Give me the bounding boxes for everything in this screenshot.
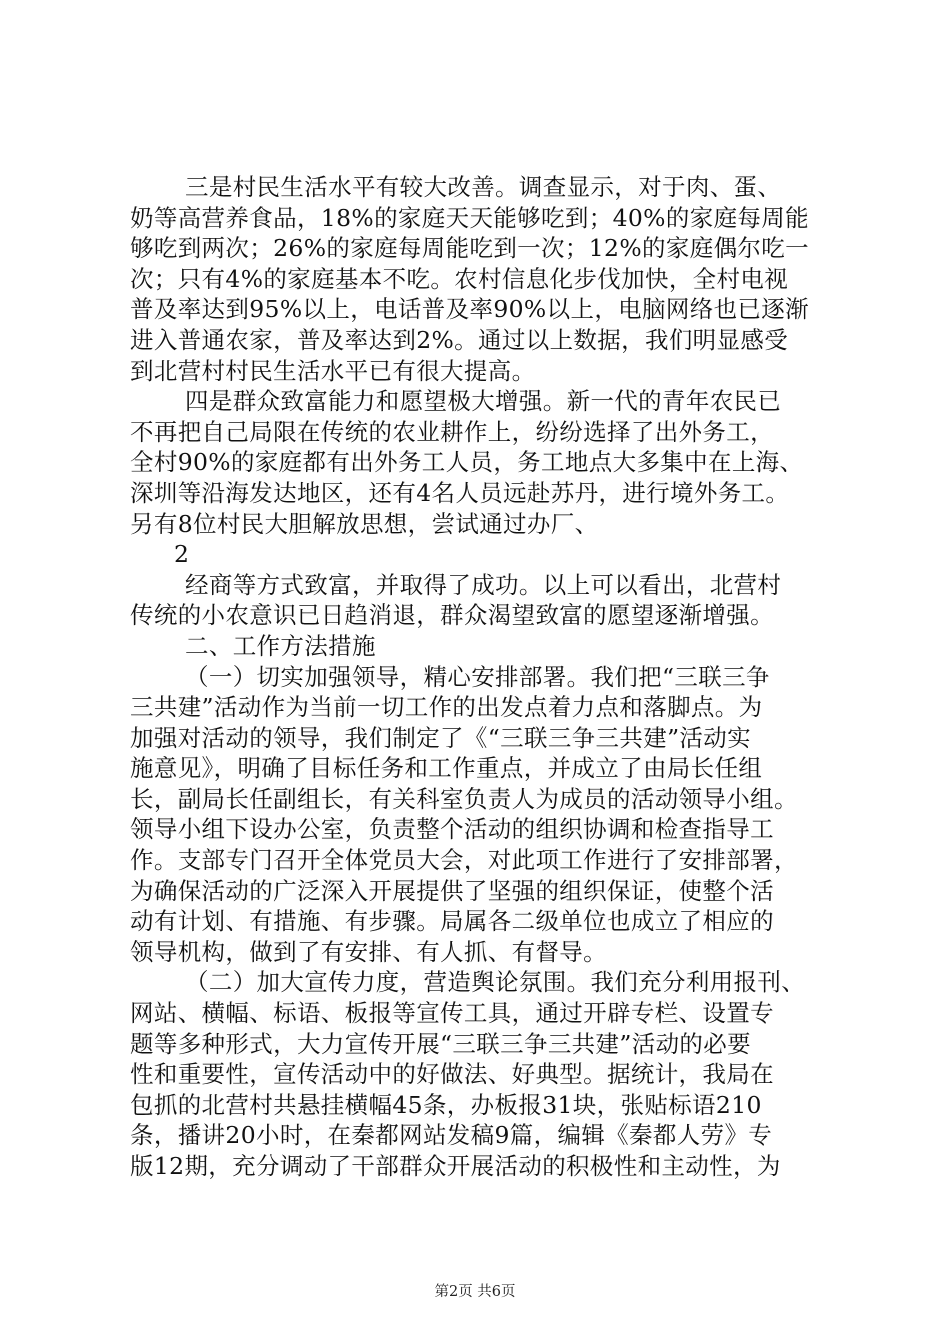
text-line: 作。支部专门召开全体党员大会，对此项工作进行了安排部署， [130,846,798,875]
text-line: 为确保活动的广泛深入开展提供了坚强的组织保证，使整个活 [130,876,774,905]
text-line: 条，播讲20小时，在秦都网站发稿9篇，编辑《秦都人劳》专 [130,1121,773,1150]
text-line: 到北营村村民生活水平已有很大提高。 [130,356,536,385]
text-line: 四是群众致富能力和愿望极大增强。新一代的青年农民已 [185,387,782,416]
inline-page-number: 2 [174,540,190,569]
text-line: 不再把自己局限在传统的农业耕作上，纷纷选择了出外务工， [130,417,774,446]
text-line: 性和重要性，宣传活动中的好做法、好典型。据统计，我局在 [130,1060,774,1089]
text-line: 普及率达到95%以上，电话普及率90%以上，电脑网络也已逐渐 [130,295,809,324]
text-line: 题等多种形式，大力宣传开展“三联三争三共建”活动的必要 [130,1029,751,1058]
text-line: 领导小组下设办公室，负责整个活动的组织协调和检查指导工 [130,815,774,844]
text-line: 施意见》，明确了目标任务和工作重点，并成立了由局长任组 [130,754,763,783]
text-line: 次；只有4%的家庭基本不吃。农村信息化步伐加快，全村电视 [130,264,789,293]
text-line: 够吃到两次；26%的家庭每周能吃到一次；12%的家庭偶尔吃一 [130,234,809,263]
text-line: （一）切实加强领导，精心安排部署。我们把“三联三争 [185,662,770,691]
text-line: 深圳等沿海发达地区，还有4名人员远赴苏丹，进行境外务工。 [130,478,790,507]
text-line: 经商等方式致富，并取得了成功。以上可以看出，北营村 [185,570,782,599]
text-line: 领导机构，做到了有安排、有人抓、有督导。 [130,937,607,966]
text-line: 传统的小农意识已日趋消退，群众渴望致富的愿望逐渐增强。 [130,601,774,630]
text-line: 奶等高营养食品，18%的家庭天天能够吃到；40%的家庭每周能 [130,203,809,232]
text-line: 全村90%的家庭都有出外务工人员，务工地点大多集中在上海、 [130,448,804,477]
text-line: 长，副局长任副组长，有关科室负责人为成员的活动领导小组。 [130,784,798,813]
section-heading: 二、工作方法措施 [185,631,376,660]
document-body [130,172,830,1182]
text-line: 网站、横幅、标语、板报等宣传工具，通过开辟专栏、设置专 [130,999,774,1028]
text-line: 版12期，充分调动了干部群众开展活动的积极性和主动性，为 [130,1152,781,1180]
page-number-label: 第2页 共6页 [434,1284,516,1300]
text-line: 三是村民生活水平有较大改善。调查显示，对于肉、蛋、 [185,173,782,201]
text-line: （二）加大宣传力度，营造舆论氛围。我们充分利用报刊、 [185,968,806,997]
text-line: 另有8位村民大胆解放思想，尝试通过办厂、 [130,509,599,538]
page-footer [0,1283,950,1301]
text-line: 动有计划、有措施、有步骤。局属各二级单位也成立了相应的 [130,907,774,936]
text-line: 三共建”活动作为当前一切工作的出发点着力点和落脚点。为 [130,693,763,722]
text-line: 加强对活动的领导，我们制定了《“三联三争三共建”活动实 [130,723,751,752]
text-line: 进入普通农家，普及率达到2%。通过以上数据，我们明显感受 [130,325,789,354]
text-line: 包抓的北营村共悬挂横幅45条，办板报31块，张贴标语210 [130,1090,762,1119]
